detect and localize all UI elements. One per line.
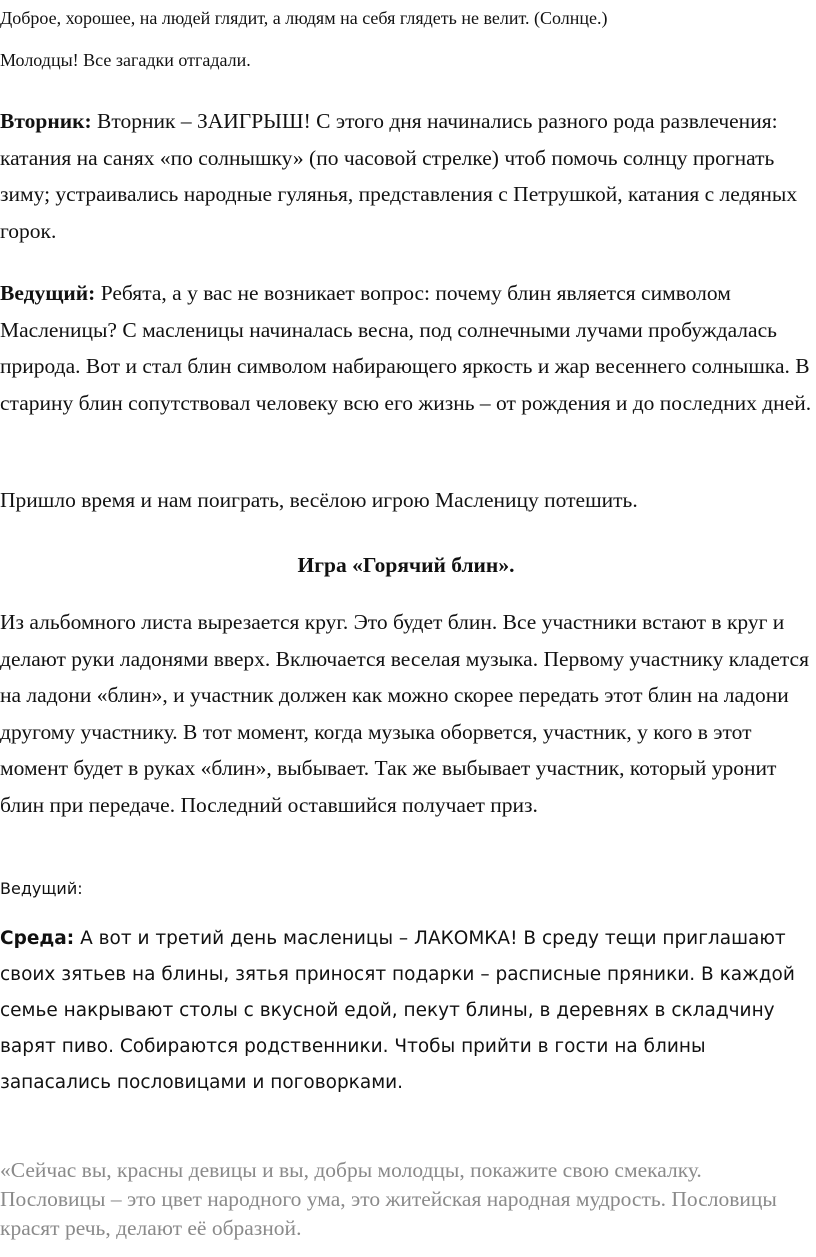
wednesday-paragraph xyxy=(0,921,812,1101)
host-question-label: Ведущий: xyxy=(0,281,96,305)
game-title-text: Игра «Горячий блин». xyxy=(297,553,515,577)
tuesday-label: Вторник: xyxy=(0,109,92,133)
tuesday-paragraph xyxy=(0,103,812,249)
play-time-line: Пришло время и нам поиграть, весёлою игрою Масленицу потешить. xyxy=(0,488,638,512)
wednesday-label: Среда: xyxy=(0,928,75,949)
game-title xyxy=(0,547,812,584)
host-short-line: Ведущий: xyxy=(0,879,83,898)
tuesday-text: Вторник – ЗАИГРЫШ! С этого дня начинались разного рода развлечения: катания на санях «по солнышку» (по часовой стрелке) чтоб помочь солнцу прогнать зиму; устраивались народные гулянья, представления с Петрушкой, катания с ледяных горок. xyxy=(0,109,798,243)
host-question-text: Ребята, а у вас не возникает вопрос: почему блин является символом Масленицы? С масленицы начиналась весна, под солнечными лучами пробуждалась природа. Вот и стал блин символом набирающего яркость и жар весеннего солнышка. В старину блин сопутствовал человеку всю его жизнь – от рождения и до последних дней. xyxy=(0,281,812,415)
wednesday-text: А вот и третий день масленицы – ЛАКОМКА! В среду тещи приглашают своих зятьев на блины, зятья приносят подарки – расписные пряники. В каждой семье накрывают столы с вкусной едой, пекут блины, в деревнях в складчину варят пиво. Собираются родственники. Чтобы прийти в гости на блины запасались пословицами и поговорками. xyxy=(0,928,795,1093)
riddle-line: Доброе, хорошее, на людей глядит, а людям на себя глядеть не велит. (Солнце.) xyxy=(0,8,608,28)
game-rules-paragraph: Из альбомного листа вырезается круг. Это будет блин. Все участники встают в круг и делают руки ладонями вверх. Включается веселая музыка. Первому участнику кладется на ладони «блин», и участник должен как можно скорее передать этот блин на ладони другому участнику. В тот момент, когда музыка оборвется, участник, у кого в этот момент будет в руках «блин», выбывает. Так же выбывает участник, который уронит блин при передаче. Последний оставшийся получает приз. xyxy=(0,610,809,817)
proverbs-quote: «Сейчас вы, красны девицы и вы, добры молодцы, покажите свою смекалку. Пословицы – это цвет народного ума, это житейская народная мудрость. Пословицы красят речь, делают её образной. xyxy=(0,1158,777,1240)
well-done-line: Молодцы! Все загадки отгадали. xyxy=(0,50,251,70)
host-question-paragraph xyxy=(0,275,812,421)
